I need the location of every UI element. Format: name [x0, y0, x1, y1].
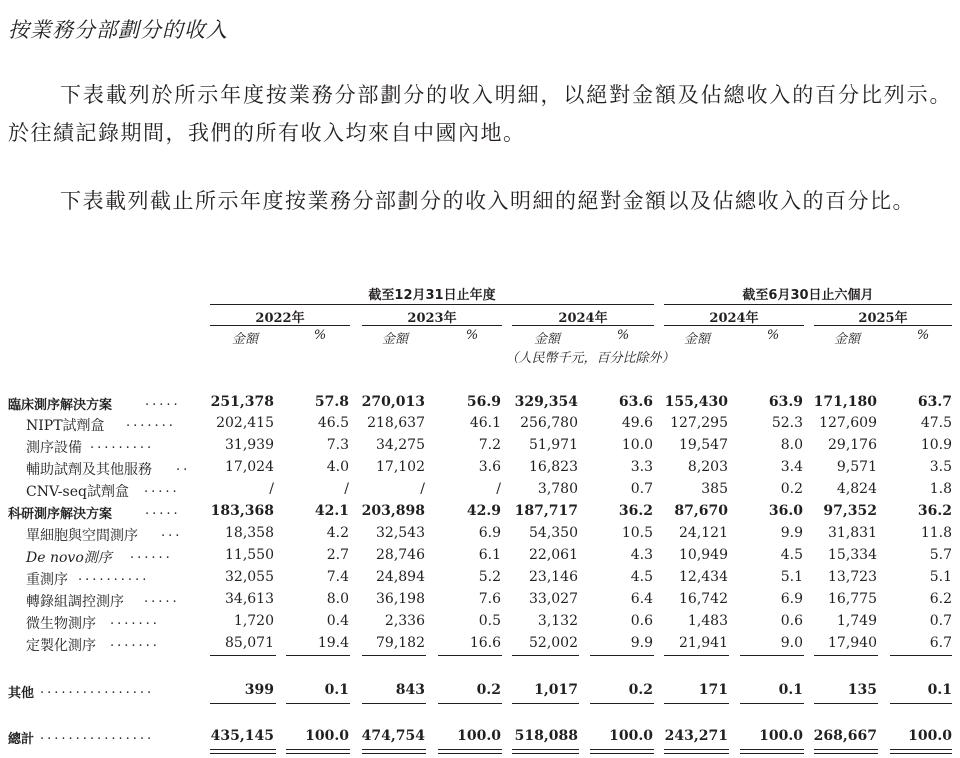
percent-header: %	[313, 328, 327, 343]
percent-cell: 6.9	[780, 591, 803, 607]
total-double-rule	[438, 749, 502, 754]
row-label-transcriptome: 轉錄組調控測序	[26, 594, 124, 610]
year-rule	[210, 325, 350, 326]
total-double-rule	[890, 749, 952, 754]
percent-cell: 49.6	[621, 415, 653, 431]
amount-cell: /	[420, 481, 425, 497]
percent-cell: 4.3	[630, 547, 653, 563]
percent-cell: 10.0	[621, 437, 653, 453]
year-rule	[814, 325, 952, 326]
percent-cell: 8.0	[780, 437, 803, 453]
percent-cell: 5.1	[780, 569, 803, 585]
amount-cell: 10,949	[679, 547, 728, 563]
amount-cell: 8,203	[687, 459, 728, 475]
amount-cell: 3,780	[537, 481, 578, 497]
percent-cell: 5.2	[478, 569, 501, 585]
row-leader: ................	[40, 682, 155, 697]
amount-cell: 19,547	[679, 437, 728, 453]
amount-cell: 36,198	[376, 591, 425, 607]
percent-cell: 42.1	[314, 503, 349, 519]
percent-cell: 100.0	[759, 728, 803, 744]
amount-cell: 183,368	[210, 503, 274, 519]
percent-cell: 16.6	[469, 635, 501, 651]
intro-paragraph: 下表載列於所示年度按業務分部劃分的收入明細，以絕對金額及佔總收入的百分比列示。於往績記錄期間，我們的所有收入均來自中國內地。	[8, 83, 952, 145]
percent-cell: 3.6	[478, 459, 501, 475]
amount-cell: 4,824	[836, 481, 877, 497]
percent-cell: 46.1	[469, 415, 501, 431]
percent-cell: 10.9	[920, 437, 952, 453]
percent-cell: 7.4	[326, 569, 349, 585]
row-leader: ................	[40, 728, 155, 743]
amount-header: 金額	[231, 332, 258, 347]
others-rule	[210, 703, 276, 704]
percent-cell: 4.5	[630, 569, 653, 585]
row-label-single-cell: 單細胞與空間測序	[26, 528, 138, 544]
amount-cell: 135	[847, 682, 877, 698]
percent-cell: 100.0	[908, 728, 952, 744]
amount-cell: 23,146	[529, 569, 578, 585]
amount-cell: 12,434	[679, 569, 728, 585]
subtotal-rule	[286, 655, 350, 656]
amount-cell: 33,027	[529, 591, 578, 607]
amount-cell: 79,182	[376, 635, 425, 651]
row-label-cnv-seq: CNV-seq試劑盒	[26, 484, 129, 500]
row-label-de-novo: De novo測序	[26, 550, 112, 566]
percent-cell: 0.4	[326, 613, 349, 629]
percent-cell: 56.9	[466, 394, 501, 410]
amount-cell: 435,145	[210, 728, 274, 744]
amount-cell: 127,609	[819, 415, 877, 431]
amount-cell: 22,061	[529, 547, 578, 563]
unit-note: （人民幣千元，百分比除外）	[505, 351, 675, 366]
percent-cell: 6.9	[478, 525, 501, 541]
amount-cell: 24,121	[679, 525, 728, 541]
percent-cell: 0.2	[780, 481, 803, 497]
subtotal-rule	[664, 655, 729, 656]
percent-header: %	[766, 328, 780, 343]
percent-cell: 0.6	[630, 613, 653, 629]
subtotal-rule	[438, 655, 502, 656]
percent-cell: 6.2	[929, 591, 952, 607]
percent-cell: 19.4	[317, 635, 349, 651]
amount-cell: 1,720	[233, 613, 274, 629]
total-double-rule	[362, 749, 426, 754]
others-rule	[590, 703, 654, 704]
percent-cell: 0.6	[780, 613, 803, 629]
total-double-rule	[286, 749, 350, 754]
group-rule-year	[210, 304, 654, 305]
amount-cell: 218,637	[367, 415, 425, 431]
amount-header: 金額	[381, 332, 408, 347]
row-label-sequencers: 測序設備	[26, 440, 82, 456]
total-double-rule	[814, 749, 878, 754]
total-double-rule	[512, 749, 579, 754]
others-rule	[438, 703, 502, 704]
amount-cell: 13,723	[828, 569, 877, 585]
year-header-2022: 2022年	[255, 311, 305, 326]
amount-cell: 17,940	[828, 635, 877, 651]
amount-cell: 85,071	[225, 635, 274, 651]
group-rule-six-months	[664, 304, 952, 305]
amount-cell: 171,180	[813, 394, 877, 410]
percent-cell: 8.0	[326, 591, 349, 607]
percent-cell: 5.1	[929, 569, 952, 585]
year-rule	[664, 325, 804, 326]
amount-cell: 1,017	[534, 682, 578, 698]
others-rule	[512, 703, 579, 704]
amount-cell: 270,013	[361, 394, 425, 410]
subtotal-rule	[590, 655, 654, 656]
amount-cell: 329,354	[514, 394, 578, 410]
amount-cell: 17,102	[376, 459, 425, 475]
amount-cell: /	[269, 481, 274, 497]
percent-cell: 3.4	[780, 459, 803, 475]
percent-cell: 7.3	[326, 437, 349, 453]
subtotal-rule	[814, 655, 878, 656]
row-label-reagents: 輔助試劑及其他服務	[26, 462, 152, 478]
percent-cell: 9.9	[780, 525, 803, 541]
amount-cell: 29,176	[828, 437, 877, 453]
percent-cell: 0.1	[927, 682, 952, 698]
percent-cell: 11.8	[920, 525, 952, 541]
amount-cell: 17,024	[225, 459, 274, 475]
percent-cell: 3.3	[630, 459, 653, 475]
amount-cell: 385	[701, 481, 728, 497]
percent-cell: 63.7	[917, 394, 952, 410]
row-leader: .......	[126, 415, 176, 430]
amount-cell: 518,088	[514, 728, 578, 744]
percent-cell: 52.3	[771, 415, 803, 431]
amount-cell: 1,483	[687, 613, 728, 629]
amount-cell: 2,336	[384, 613, 425, 629]
others-rule	[286, 703, 350, 704]
row-label-clinical: 臨床測序解決方案	[8, 398, 113, 413]
percent-cell: 63.6	[618, 394, 653, 410]
subtotal-rule	[512, 655, 579, 656]
amount-cell: 3,132	[537, 613, 578, 629]
amount-cell: 24,894	[376, 569, 425, 585]
revenue-by-segment-table	[0, 280, 960, 758]
row-leader: .......	[110, 613, 160, 628]
amount-cell: 32,543	[376, 525, 425, 541]
percent-cell: 4.0	[326, 459, 349, 475]
amount-header: 金額	[833, 332, 860, 347]
amount-cell: 54,350	[529, 525, 578, 541]
amount-cell: 34,613	[225, 591, 274, 607]
amount-cell: 28,746	[376, 547, 425, 563]
row-leader: .....	[145, 503, 181, 518]
percent-cell: 1.8	[929, 481, 952, 497]
amount-cell: 187,717	[514, 503, 578, 519]
year-header-2023: 2023年	[407, 311, 457, 326]
amount-cell: 171	[698, 682, 728, 698]
year-header-2024-h1: 2024年	[709, 311, 759, 326]
amount-cell: 32,055	[225, 569, 274, 585]
percent-cell: 4.2	[326, 525, 349, 541]
row-label-total: 總計	[8, 732, 35, 747]
amount-cell: 16,742	[679, 591, 728, 607]
amount-cell: 9,571	[836, 459, 877, 475]
total-double-rule	[664, 749, 729, 754]
percent-cell: 0.5	[478, 613, 501, 629]
row-label-nipt: NIPT試劑盒	[26, 418, 105, 434]
amount-cell: 15,334	[828, 547, 877, 563]
percent-cell: 6.7	[929, 635, 952, 651]
group-header-six-months: 截至6月30日止六個月	[742, 288, 874, 303]
percent-cell: 7.6	[478, 591, 501, 607]
percent-cell: 6.4	[630, 591, 653, 607]
total-double-rule	[740, 749, 804, 754]
amount-cell: 843	[395, 682, 425, 698]
amount-cell: 31,939	[225, 437, 274, 453]
percent-cell: 0.1	[324, 682, 349, 698]
amount-cell: 203,898	[361, 503, 425, 519]
percent-header: %	[616, 328, 630, 343]
amount-cell: 127,295	[670, 415, 728, 431]
amount-cell: 251,378	[210, 394, 274, 410]
percent-cell: 42.9	[466, 503, 501, 519]
percent-cell: 63.9	[768, 394, 803, 410]
amount-cell: 21,941	[679, 635, 728, 651]
row-leader: ..........	[78, 569, 150, 584]
percent-cell: /	[344, 481, 349, 497]
row-label-others: 其他	[8, 686, 35, 701]
amount-cell: 399	[244, 682, 274, 698]
amount-header: 金額	[533, 332, 560, 347]
percent-cell: 36.0	[768, 503, 803, 519]
amount-cell: 256,780	[520, 415, 578, 431]
row-leader: .......	[110, 635, 160, 650]
row-label-research: 科研測序解決方案	[8, 507, 113, 522]
amount-cell: 51,971	[529, 437, 578, 453]
amount-cell: 34,275	[376, 437, 425, 453]
amount-cell: 52,002	[529, 635, 578, 651]
amount-cell: 31,831	[828, 525, 877, 541]
percent-cell: 57.8	[314, 394, 349, 410]
amount-cell: 474,754	[361, 728, 425, 744]
subtotal-rule	[362, 655, 426, 656]
percent-cell: 5.7	[929, 547, 952, 563]
amount-cell: 243,271	[664, 728, 728, 744]
year-header-2024: 2024年	[558, 311, 608, 326]
row-label-customized: 定製化測序	[26, 638, 96, 654]
amount-cell: 1,749	[836, 613, 877, 629]
amount-cell: 268,667	[813, 728, 877, 744]
percent-cell: 100.0	[305, 728, 349, 744]
percent-cell: 0.7	[630, 481, 653, 497]
row-leader: .....	[144, 591, 180, 606]
percent-cell: 0.1	[778, 682, 803, 698]
row-leader: ..	[176, 459, 191, 474]
year-rule	[512, 325, 654, 326]
percent-cell: 100.0	[457, 728, 501, 744]
amount-cell: 16,823	[529, 459, 578, 475]
percent-cell: 9.9	[630, 635, 653, 651]
others-rule	[890, 703, 952, 704]
percent-cell: 4.5	[780, 547, 803, 563]
total-double-rule	[590, 749, 654, 754]
percent-header: %	[465, 328, 479, 343]
row-leader: ...	[161, 525, 183, 540]
percent-cell: 36.2	[917, 503, 952, 519]
subtotal-rule	[210, 655, 276, 656]
row-label-microbial: 微生物測序	[26, 616, 96, 632]
others-rule	[814, 703, 878, 704]
table-intro-paragraph: 下表載列截止所示年度按業務分部劃分的收入明細的絕對金額以及佔總收入的百分比。	[60, 189, 915, 213]
percent-cell: 0.2	[628, 682, 653, 698]
subtotal-rule	[890, 655, 952, 656]
others-rule	[362, 703, 426, 704]
percent-cell: 10.5	[621, 525, 653, 541]
percent-cell: /	[496, 481, 501, 497]
amount-cell: 155,430	[664, 394, 728, 410]
row-label-resequencing: 重測序	[26, 572, 68, 588]
percent-cell: 9.0	[780, 635, 803, 651]
percent-cell: 0.7	[929, 613, 952, 629]
row-leader: ......	[130, 547, 173, 562]
percent-cell: 47.5	[920, 415, 952, 431]
percent-cell: 100.0	[609, 728, 653, 744]
year-header-2025-h1: 2025年	[858, 311, 908, 326]
percent-cell: 2.7	[326, 547, 349, 563]
total-double-rule	[210, 749, 276, 754]
amount-cell: 11,550	[225, 547, 274, 563]
amount-header: 金額	[683, 332, 710, 347]
percent-cell: 36.2	[618, 503, 653, 519]
percent-cell: 0.2	[476, 682, 501, 698]
amount-cell: 97,352	[823, 503, 877, 519]
percent-header: %	[916, 328, 930, 343]
others-rule	[740, 703, 804, 704]
amount-cell: 16,775	[828, 591, 877, 607]
row-leader: .....	[145, 394, 181, 409]
percent-cell: 6.1	[478, 547, 501, 563]
others-rule	[664, 703, 729, 704]
amount-cell: 202,415	[216, 415, 274, 431]
percent-cell: 7.2	[478, 437, 501, 453]
group-header-year: 截至12月31日止年度	[368, 288, 496, 303]
amount-cell: 87,670	[674, 503, 728, 519]
row-leader: .....	[144, 481, 180, 496]
section-heading: 按業務分部劃分的收入	[8, 18, 228, 42]
percent-cell: 46.5	[317, 415, 349, 431]
year-rule	[362, 325, 502, 326]
amount-cell: 18,358	[225, 525, 274, 541]
row-leader: .........	[90, 437, 155, 452]
subtotal-rule	[740, 655, 804, 656]
percent-cell: 3.5	[929, 459, 952, 475]
